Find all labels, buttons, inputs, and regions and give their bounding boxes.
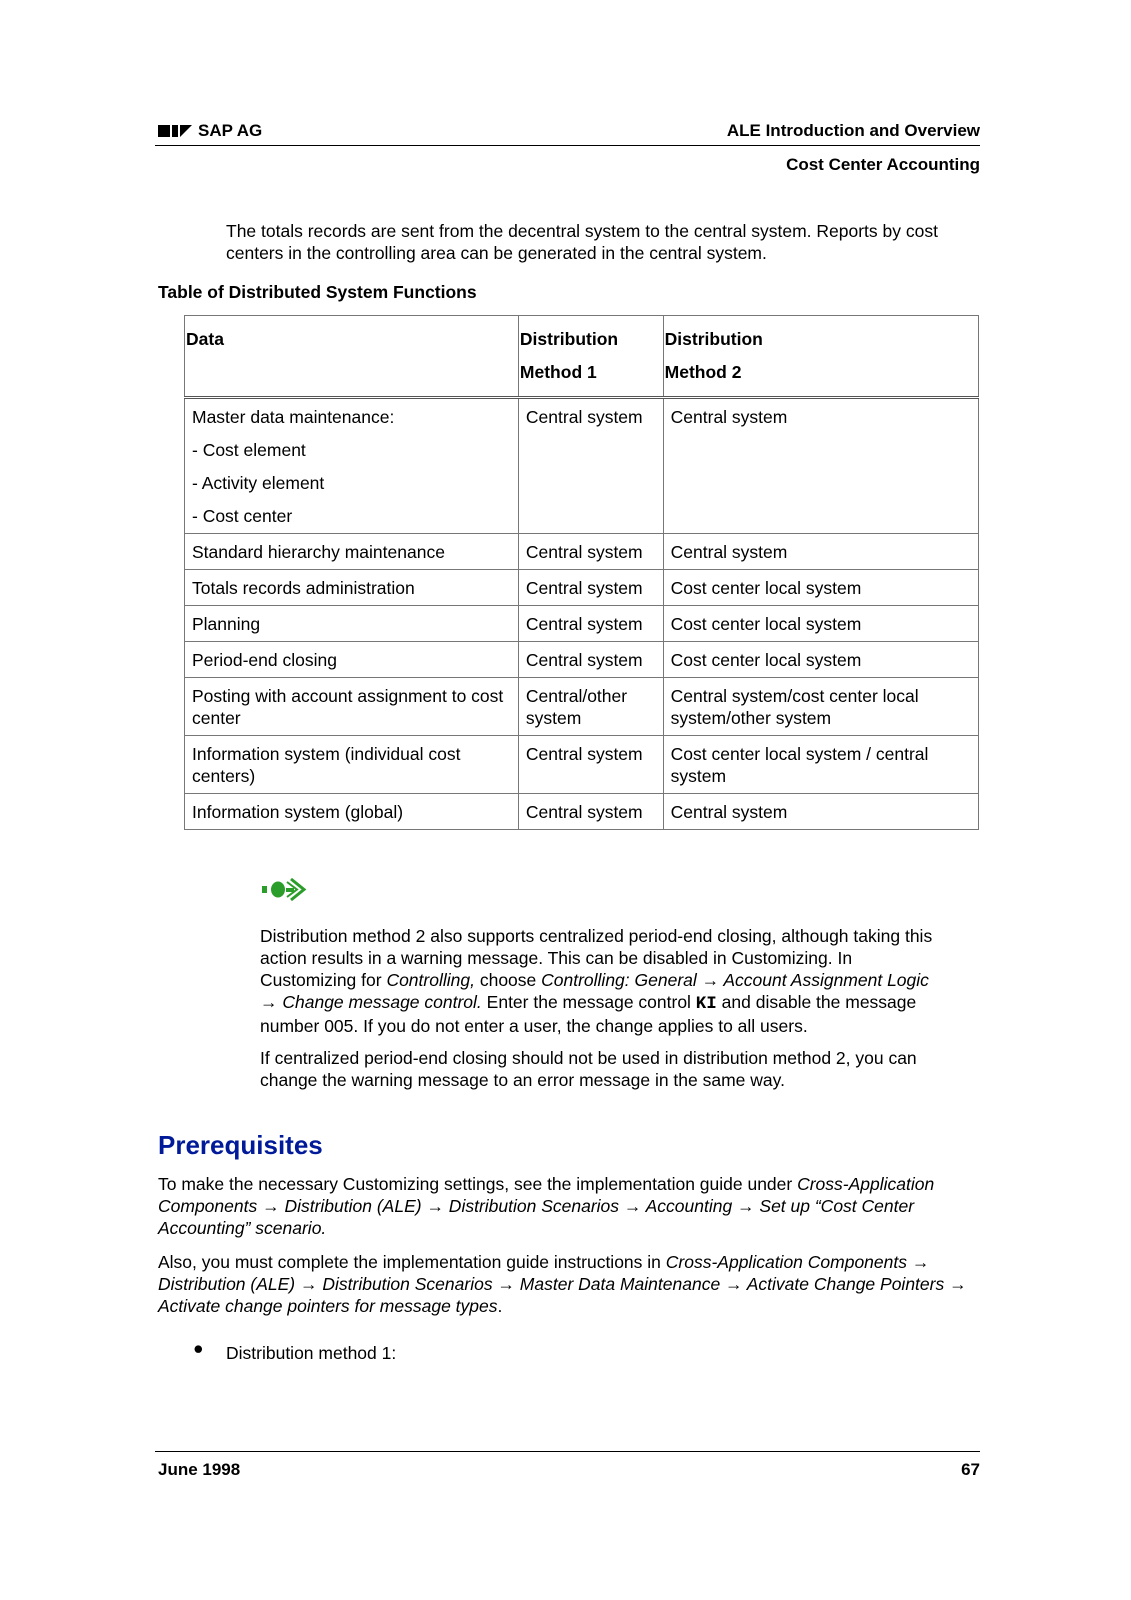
cell-method-1: Central system	[518, 642, 663, 678]
cell-data: Period-end closing	[185, 642, 519, 678]
page-number: 67	[961, 1460, 980, 1479]
table-row	[185, 570, 979, 606]
header-method-1: Distribution Method 1	[518, 316, 663, 398]
cell-method-1: Central/other system	[518, 678, 663, 736]
cell-data: Planning	[185, 606, 519, 642]
note-block	[260, 925, 950, 1101]
sap-logo-icon	[158, 124, 192, 138]
header-rule	[155, 145, 980, 146]
cell-method-2: Cost center local system	[663, 570, 978, 606]
cell-method-1: Central system	[518, 398, 663, 534]
header-method-2: Distribution Method 2	[663, 316, 978, 398]
cell-data: Information system (global)	[185, 794, 519, 830]
prerequisites-heading: Prerequisites	[158, 1130, 323, 1160]
prerequisites-paragraph-2: Also, you must complete the implementation guide instructions in Cross-Application Components → Distribution (ALE) → Distribution Scenarios → Master Data Maintenance → Activate Change Pointers → Activate change pointers for message types.	[158, 1252, 967, 1316]
bullet-dot: ●	[193, 1338, 204, 1358]
prerequisites-paragraph-1: To make the necessary Customizing settings, see the implementation guide under Cross-Application Components → Distribution (ALE) → Distribution Scenarios → Accounting → Set up “Cost Center Accounting” scenario.	[158, 1174, 935, 1238]
cell-data: Information system (individual cost centers)	[185, 736, 519, 794]
footer-date: June 1998	[158, 1460, 241, 1479]
note-paragraph-2: If centralized period-end closing should not be used in distribution method 2, you can change the warning message to an error message in the same way.	[260, 1048, 917, 1090]
cell-method-2: Central system/cost center local system/other system	[663, 678, 978, 736]
table-row	[185, 642, 979, 678]
bullet-item: Distribution method 1:	[226, 1343, 397, 1363]
cell-method-1: Central system	[518, 736, 663, 794]
note-paragraph-1: Distribution method 2 also supports centralized period-end closing, although taking this action results in a warning message. This can be disabled in Customizing. In Customizing for Controlling, choose Controlling: General → Account Assignment Logic → Change message control. Enter the message control KI and disable the message number 005. If you do not enter a user, the change applies to all users.	[260, 926, 933, 1036]
cell-method-2: Central system	[663, 534, 978, 570]
table-row	[185, 534, 979, 570]
distributed-functions-table	[184, 315, 979, 830]
cell-method-1: Central system	[518, 570, 663, 606]
table-header-row	[185, 316, 979, 398]
cell-method-2: Central system	[663, 794, 978, 830]
arrow-note-icon	[261, 876, 309, 904]
cell-method-1: Central system	[518, 534, 663, 570]
header-title: ALE Introduction and Overview	[726, 121, 980, 140]
company-name: SAP AG	[198, 121, 263, 140]
header-company	[158, 121, 262, 141]
cell-data: Standard hierarchy maintenance	[185, 534, 519, 570]
cell-method-2: Cost center local system / central system	[663, 736, 978, 794]
header-data: Data	[185, 316, 519, 398]
cell-method-2: Cost center local system	[663, 642, 978, 678]
cell-method-2: Cost center local system	[663, 606, 978, 642]
cell-data: Posting with account assignment to cost center	[185, 678, 519, 736]
footer-rule	[155, 1451, 980, 1452]
table-caption: Table of Distributed System Functions	[158, 282, 477, 302]
table-row	[185, 736, 979, 794]
cell-data: Master data maintenance: - Cost element - Activity element - Cost center	[185, 398, 519, 534]
intro-paragraph: The totals records are sent from the decentral system to the central system. Reports by cost centers in the controlling area can be generated in the central system.	[226, 221, 938, 263]
cell-method-1: Central system	[518, 606, 663, 642]
cell-method-1: Central system	[518, 794, 663, 830]
table-row-master-data	[185, 398, 979, 534]
cell-method-2: Central system	[663, 398, 978, 534]
cell-data: Totals records administration	[185, 570, 519, 606]
table-row	[185, 678, 979, 736]
table-row	[185, 606, 979, 642]
header-subtitle: Cost Center Accounting	[786, 155, 980, 174]
table-row	[185, 794, 979, 830]
